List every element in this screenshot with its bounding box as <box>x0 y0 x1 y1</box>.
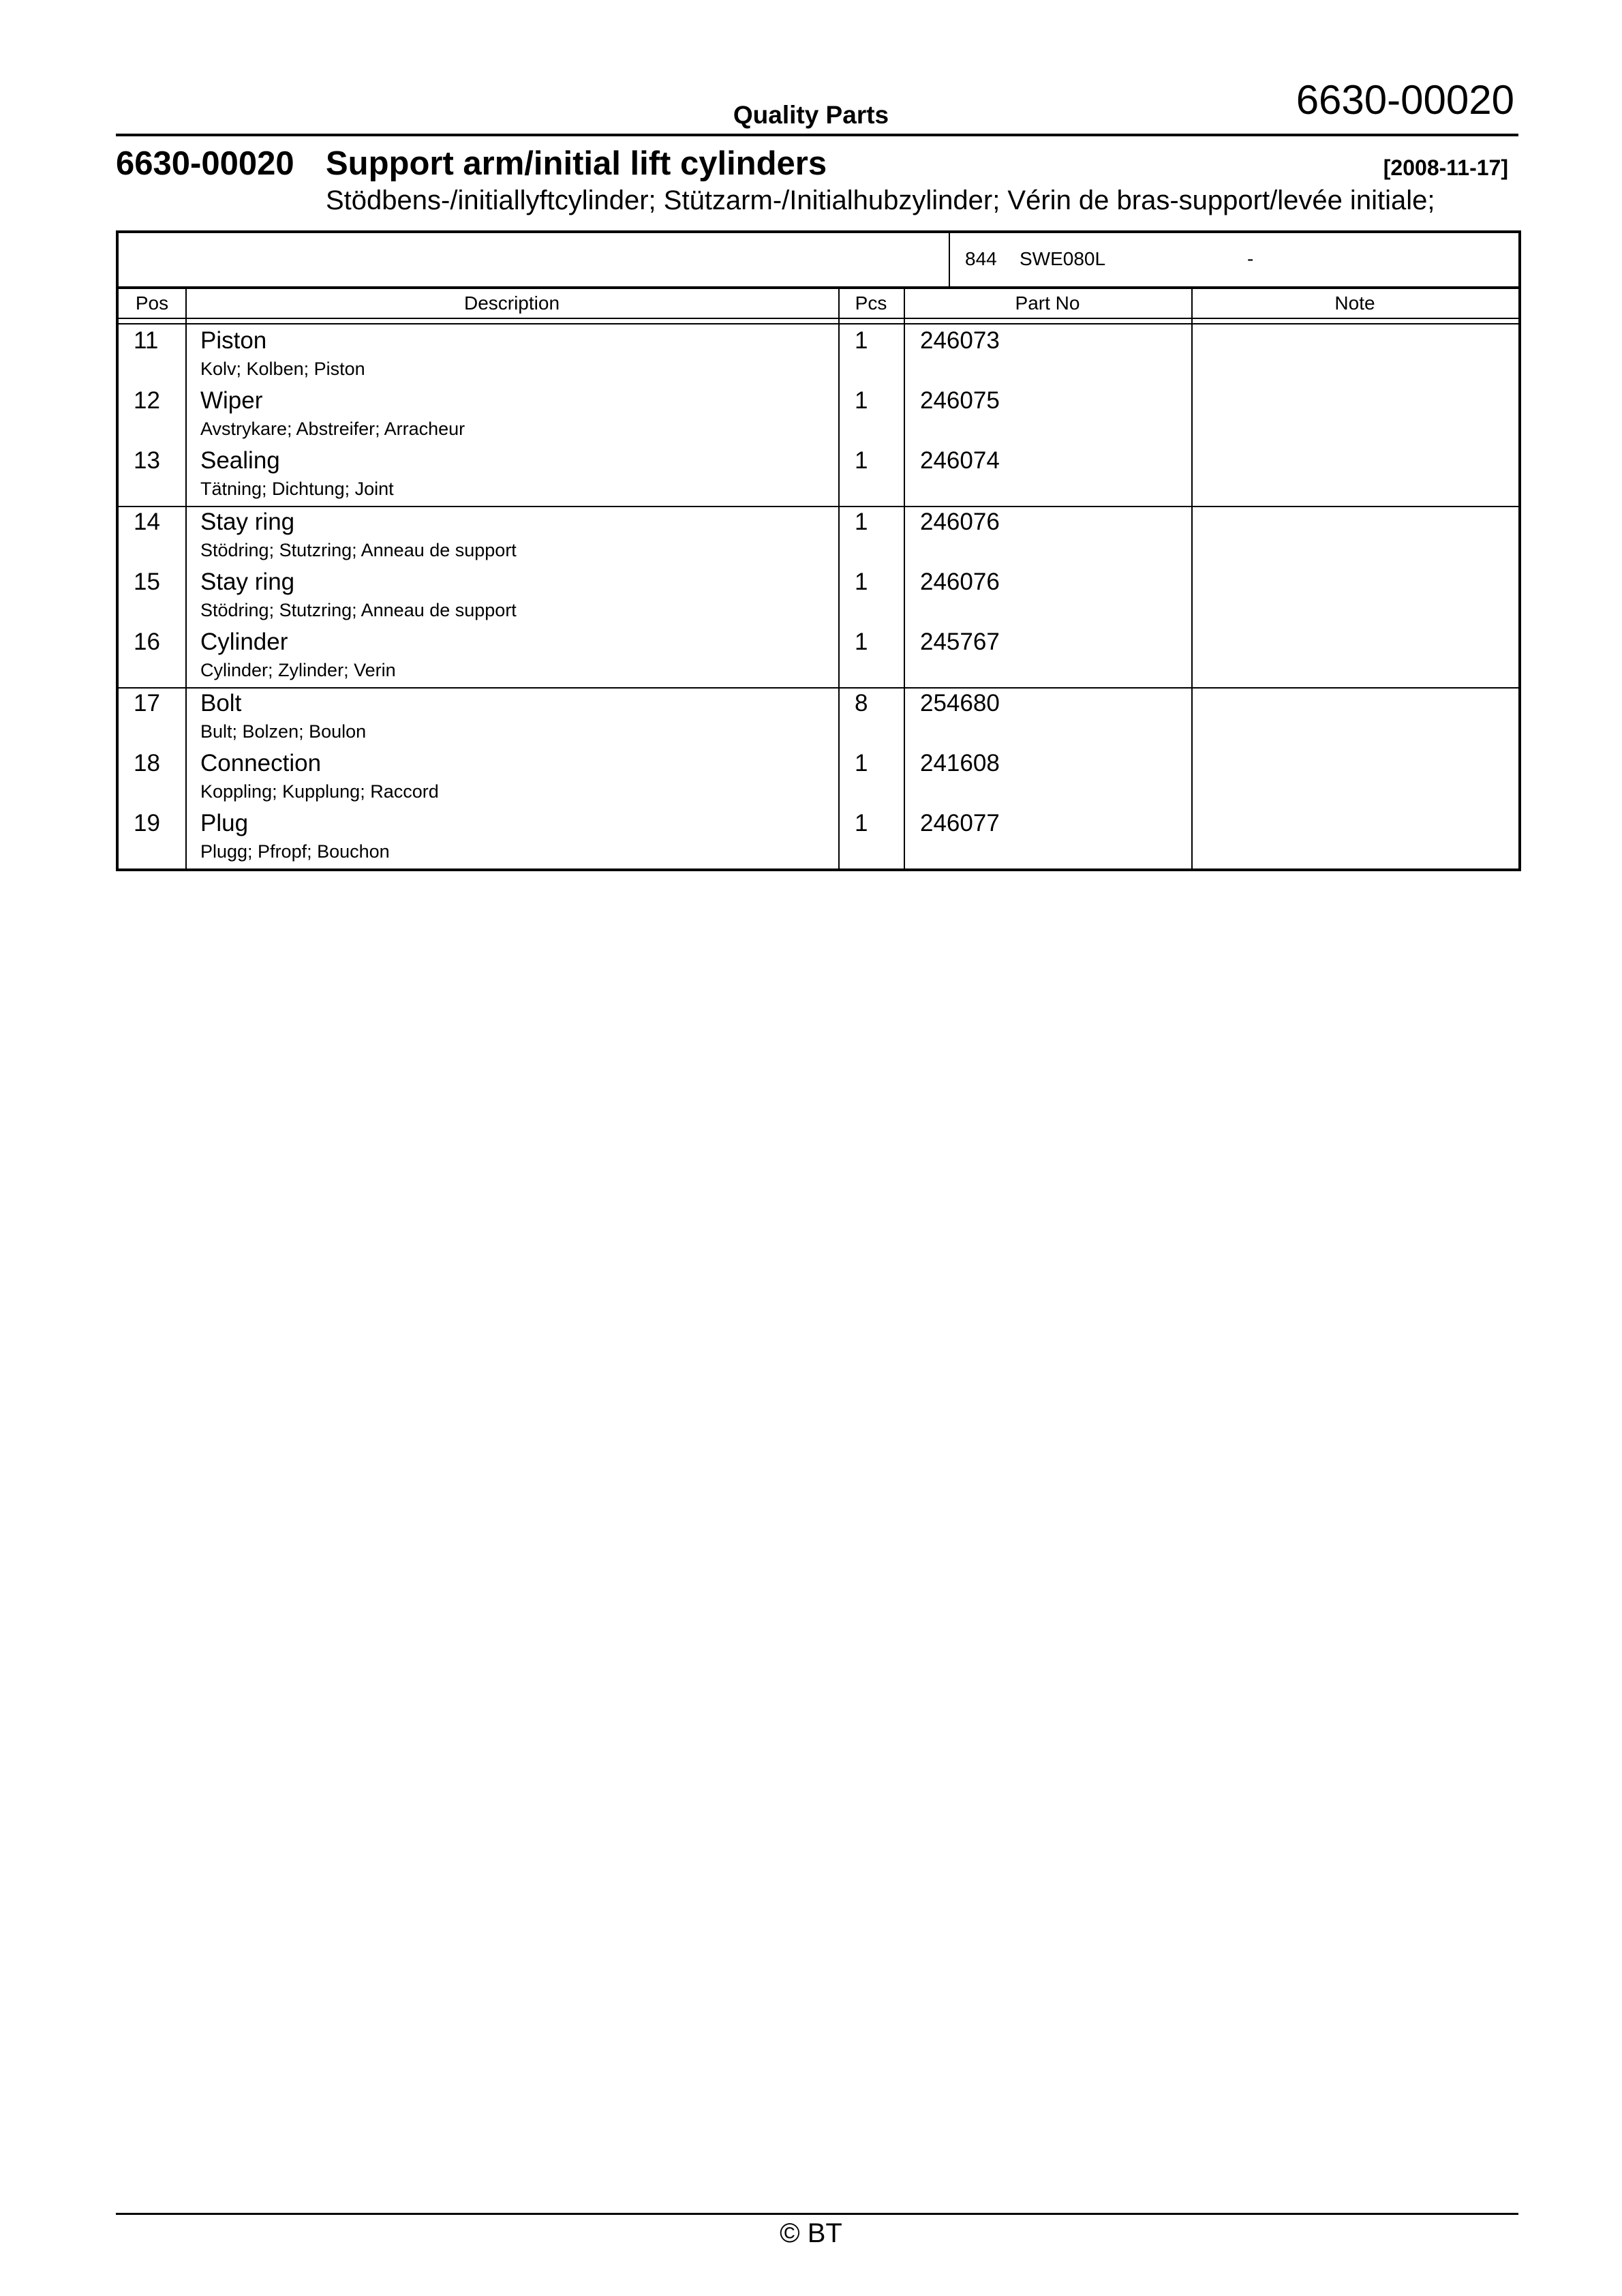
row-pcs: 1 <box>855 810 868 836</box>
row-description: Stay ring <box>200 569 295 595</box>
row-pos: 18 <box>134 750 160 776</box>
row-pos: 11 <box>134 327 159 354</box>
row-part-no: 246076 <box>920 569 1000 595</box>
model-row <box>119 233 1518 289</box>
table-row <box>119 807 1518 867</box>
row-pcs: 1 <box>855 447 868 474</box>
row-translations: Cylinder; Zylinder; Verin <box>200 660 396 680</box>
row-description: Connection <box>200 750 322 776</box>
row-translations: Kolv; Kolben; Piston <box>200 359 365 379</box>
column-header-note: Note <box>1334 292 1375 314</box>
table-row <box>119 747 1518 807</box>
row-description: Plug <box>200 810 249 836</box>
row-description: Wiper <box>200 387 263 414</box>
row-translations: Koppling; Kupplung; Raccord <box>200 781 439 802</box>
footer-copyright: © BT <box>780 2218 842 2248</box>
table-row <box>119 506 1518 566</box>
row-pcs: 1 <box>855 750 868 776</box>
row-pos: 17 <box>134 690 160 716</box>
row-part-no: 246075 <box>920 387 1000 414</box>
row-part-no: 246077 <box>920 810 1000 836</box>
column-header-pcs: Pcs <box>855 292 887 314</box>
row-part-no: 254680 <box>920 690 1000 716</box>
row-translations: Tätning; Dichtung; Joint <box>200 479 394 499</box>
column-header-description: Description <box>463 292 560 314</box>
table-row <box>119 324 1518 384</box>
column-header-pos: Pos <box>135 292 169 314</box>
section-subtitle: Stödbens-/initiallyftcylinder; Stützarm-/Initialhubzylinder; Vérin de bras-support/levée initiale; <box>326 185 1435 215</box>
row-pos: 14 <box>134 509 160 535</box>
section-title: Support arm/initial lift cylinders <box>326 145 827 182</box>
row-pos: 19 <box>134 810 160 836</box>
model-name: SWE080L <box>1020 248 1106 269</box>
table-row <box>119 687 1518 747</box>
row-pcs: 1 <box>855 569 868 595</box>
table-row <box>119 444 1518 504</box>
header-doc-code: 6630-00020 <box>1296 77 1514 123</box>
header-rule-top <box>119 318 1518 319</box>
row-description: Piston <box>200 327 267 354</box>
row-translations: Avstrykare; Abstreifer; Arracheur <box>200 419 465 439</box>
header-rule <box>116 134 1518 136</box>
table-row <box>119 626 1518 686</box>
table-row <box>119 384 1518 444</box>
column-header-row <box>119 289 1518 318</box>
row-pcs: 1 <box>855 629 868 655</box>
column-header-part-no: Part No <box>1015 292 1080 314</box>
table-row <box>119 566 1518 626</box>
row-pcs: 1 <box>855 509 868 535</box>
row-pos: 16 <box>134 629 160 655</box>
row-pcs: 1 <box>855 327 868 354</box>
row-pcs: 1 <box>855 387 868 414</box>
row-part-no: 246074 <box>920 447 1000 474</box>
row-description: Sealing <box>200 447 280 474</box>
parts-table <box>116 230 1521 871</box>
model-variant: - <box>1247 248 1254 269</box>
row-description: Stay ring <box>200 509 295 535</box>
row-pos: 15 <box>134 569 160 595</box>
row-part-no: 241608 <box>920 750 1000 776</box>
row-part-no: 246076 <box>920 509 1000 535</box>
model-number: 844 <box>965 248 997 269</box>
row-part-no: 245767 <box>920 629 1000 655</box>
row-pos: 12 <box>134 387 160 414</box>
row-pcs: 8 <box>855 690 868 716</box>
row-translations: Bult; Bolzen; Boulon <box>200 721 367 742</box>
row-translations: Stödring; Stutzring; Anneau de support <box>200 540 517 560</box>
row-part-no: 246073 <box>920 327 1000 354</box>
header-title: Quality Parts <box>733 101 889 129</box>
section-date: [2008-11-17] <box>1383 155 1508 180</box>
model-divider <box>949 233 950 286</box>
footer-rule <box>116 2213 1518 2215</box>
row-translations: Plugg; Pfropf; Bouchon <box>200 841 390 862</box>
row-description: Bolt <box>200 690 242 716</box>
row-translations: Stödring; Stutzring; Anneau de support <box>200 600 517 620</box>
section-code: 6630-00020 <box>116 145 294 182</box>
row-description: Cylinder <box>200 629 288 655</box>
row-pos: 13 <box>134 447 160 474</box>
